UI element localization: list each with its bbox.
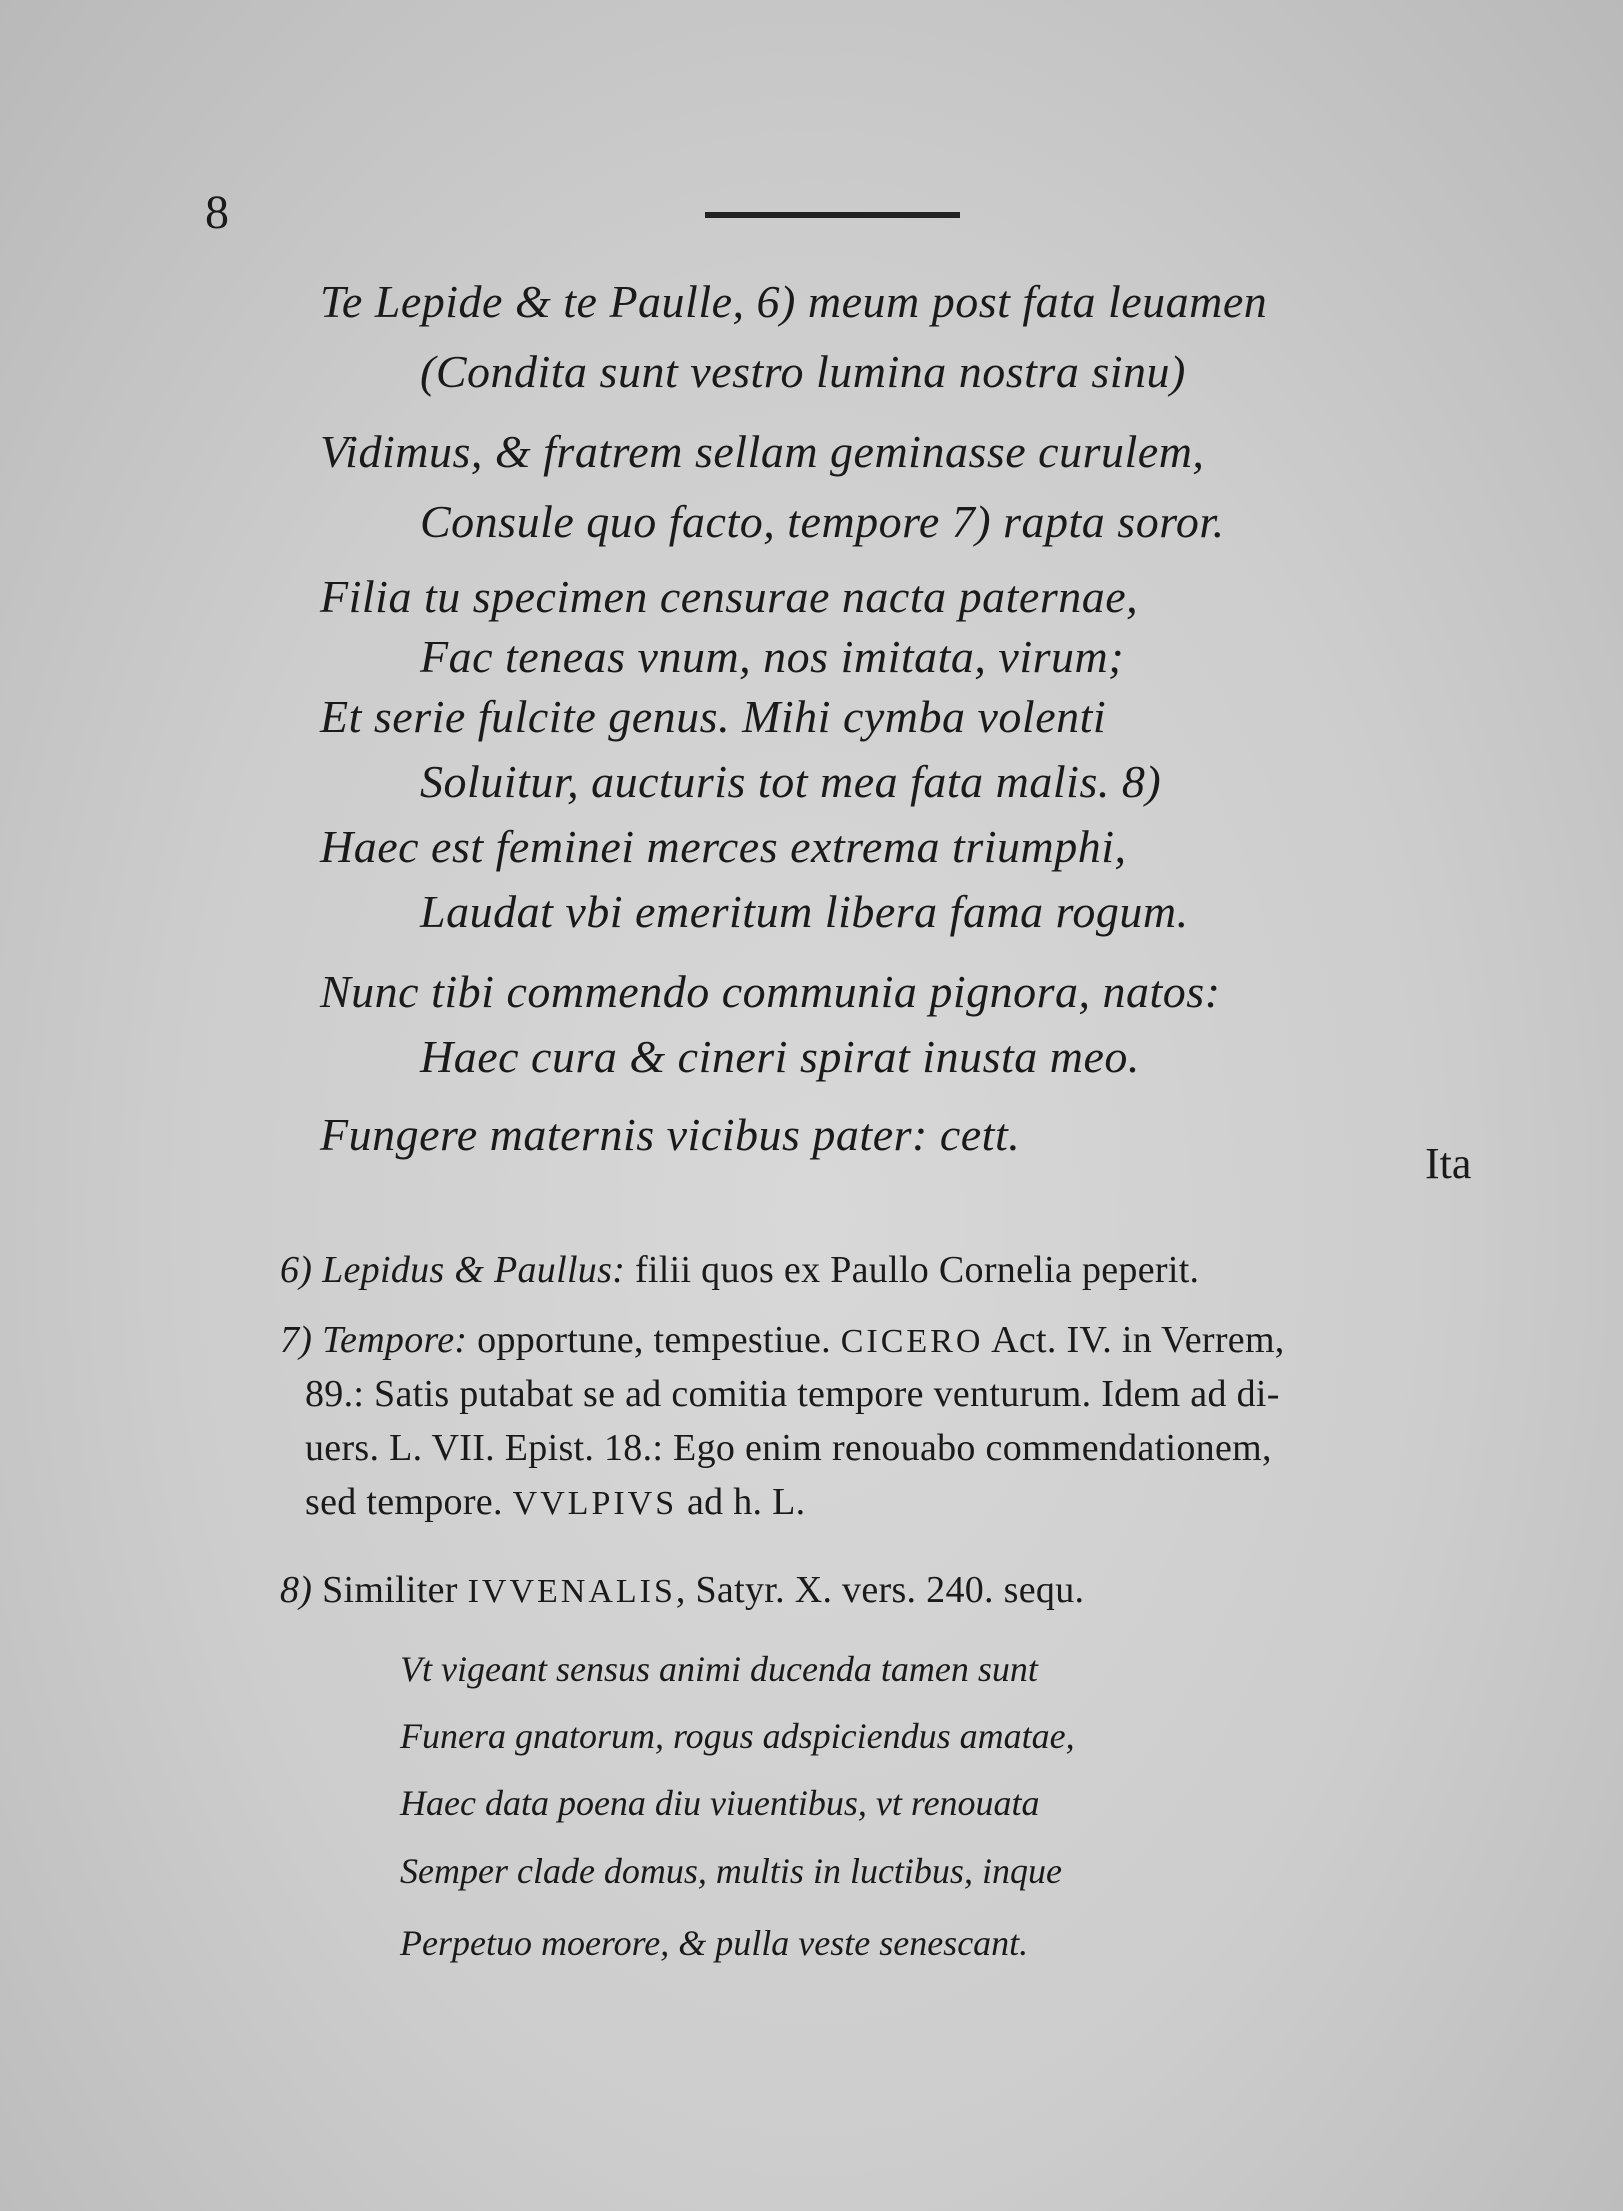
author-name: VVLPIVS xyxy=(512,1485,678,1522)
verse-line: Haec cura & cineri spirat inusta meo. xyxy=(420,1031,1140,1082)
footnote-text: opportune, tempestiue. xyxy=(467,1319,841,1361)
verse-line: Soluitur, aucturis tot mea fata malis. 8) xyxy=(420,756,1162,807)
verse-line: Laudat vbi emeritum libera fama rogum. xyxy=(420,886,1189,937)
footnote-text: Similiter xyxy=(312,1569,468,1611)
verse-line: Consule quo facto, tempore 7) rapta soror. xyxy=(420,496,1225,547)
quoted-verse: Vt vigeant sensus animi ducenda tamen sunt xyxy=(400,1649,1038,1689)
footnote-marker: 6) xyxy=(280,1249,313,1291)
verse-line: Nunc tibi commendo communia pignora, natos: xyxy=(320,966,1221,1017)
author-name: CICERO xyxy=(840,1323,984,1360)
verse-line: Fac teneas vnum, nos imitata, virum; xyxy=(420,631,1125,682)
footnote-lemma: Lepidus & Paullus: xyxy=(322,1249,626,1291)
footnote-marker: 7) xyxy=(280,1319,313,1361)
quoted-verse: Semper clade domus, multis in luctibus, inque xyxy=(400,1851,1062,1891)
author-name: IVVENALIS xyxy=(467,1573,676,1610)
footnote-8 xyxy=(280,1568,1084,1612)
footnote-lemma: Tempore: xyxy=(322,1319,468,1361)
footnote-7-line-1 xyxy=(280,1318,1285,1362)
footnote-text: , Satyr. X. vers. 240. sequ. xyxy=(675,1569,1085,1611)
verse-line: Et serie fulcite genus. Mihi cymba volenti xyxy=(320,691,1107,742)
footnote-text: ad h. L. xyxy=(677,1481,806,1523)
footnote-7-line-3: uers. L. VII. Epist. 18.: Ego enim renouabo commendationem, xyxy=(305,1427,1272,1469)
verse-line: (Condita sunt vestro lumina nostra sinu) xyxy=(420,346,1186,397)
verse-line: Filia tu specimen censurae nacta paternae, xyxy=(320,571,1139,622)
footnote-text: filii quos ex Paullo Cornelia peperit. xyxy=(625,1249,1200,1291)
verse-line: Fungere maternis vicibus pater: cett. xyxy=(320,1109,1021,1160)
quoted-verse: Haec data poena diu viuentibus, vt renouata xyxy=(400,1783,1040,1823)
footnote-7-line-2: 89.: Satis putabat se ad comitia tempore venturum. Idem ad di- xyxy=(305,1373,1280,1415)
catchword: Ita xyxy=(1425,1139,1472,1188)
quoted-verse: Perpetuo moerore, & pulla veste senescant. xyxy=(400,1923,1029,1963)
verse-line: Te Lepide & te Paulle, 6) meum post fata leuamen xyxy=(320,276,1268,327)
footnote-6 xyxy=(280,1248,1199,1292)
quoted-verse: Funera gnatorum, rogus adspiciendus amatae, xyxy=(400,1716,1075,1756)
page-number: 8 xyxy=(205,186,229,239)
footnote-text: Act. IV. in Verrem, xyxy=(983,1319,1285,1361)
footnote-text: sed tempore. xyxy=(305,1481,513,1523)
verse-line: Vidimus, & fratrem sellam geminasse curulem, xyxy=(320,426,1205,477)
verse-line: Haec est feminei merces extrema triumphi, xyxy=(320,821,1127,872)
footnote-7-line-4 xyxy=(305,1480,805,1524)
header-rule xyxy=(705,212,960,218)
footnote-marker: 8) xyxy=(280,1569,313,1611)
